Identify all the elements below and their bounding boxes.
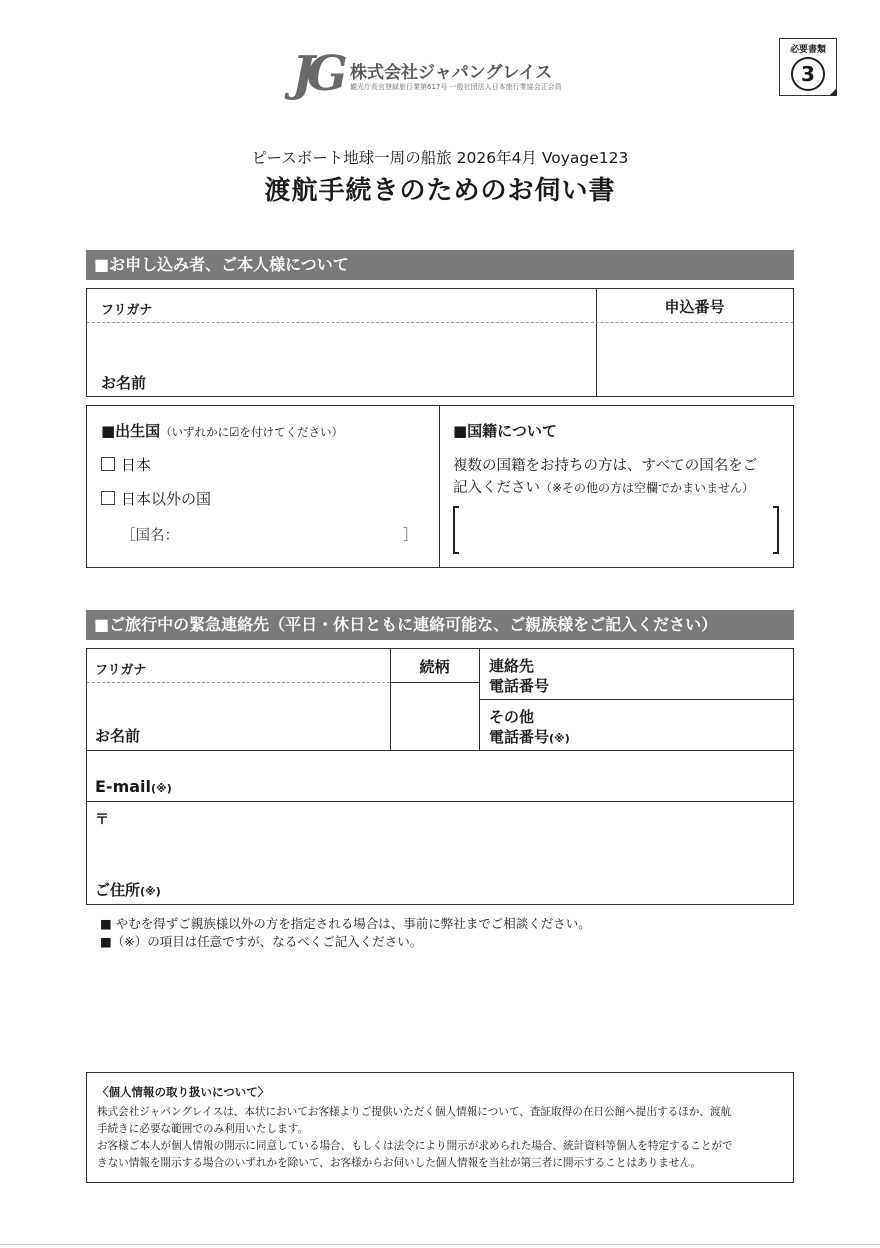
- birth-country-note: （いずれかに☑を付けてください）: [160, 425, 343, 439]
- nationality-note: （※その他の方は空欄でかまいません）: [540, 481, 755, 495]
- other-phone-label-1: その他: [489, 708, 535, 726]
- required-doc-label: 必要書類: [789, 45, 826, 55]
- privacy-line-3: お客様ご本人が個人情報の開示に同意している場合、もしくは法令により開示が求められた場合、統計資料等個人を特定することがで: [97, 1140, 733, 1152]
- country-name-close: ］: [403, 528, 418, 544]
- address-top-line: [87, 801, 793, 802]
- required-doc-number: 3: [791, 57, 825, 91]
- address-mark: (※): [140, 885, 161, 898]
- furigana-dash-line: [87, 322, 793, 323]
- voyage-subtitle: ピースボート地球一周の船旅 2026年4月 Voyage123: [251, 149, 629, 167]
- email-top-line: [87, 750, 793, 751]
- postal-mark: 〒: [95, 812, 109, 828]
- privacy-line-1: 株式会社ジャパングレイスは、本状においてお客様よりご提供いただく個人情報について、査証取得の在日公館へ提出するほか、渡航: [97, 1106, 732, 1118]
- birth-option-japan-label: 日本: [121, 456, 152, 474]
- other-phone-mark: (※): [549, 732, 570, 745]
- relation-label: 続柄: [419, 658, 450, 676]
- contact-furigana-input[interactable]: [167, 655, 387, 679]
- address-label-row: [95, 879, 161, 900]
- email-label: E-mail: [95, 777, 152, 796]
- postal-code-input[interactable]: [115, 807, 279, 831]
- birth-country-heading: [101, 420, 343, 441]
- nationality-text-2-row: [453, 476, 754, 497]
- phone-input[interactable]: [567, 659, 789, 691]
- badge-corner-icon: [829, 88, 837, 96]
- company-logo: [292, 48, 592, 106]
- japan-checkbox-icon[interactable]: [101, 457, 115, 471]
- app-number-label: 申込番号: [664, 298, 725, 316]
- email-input[interactable]: [197, 761, 781, 793]
- furigana-label: フリガナ: [101, 303, 153, 318]
- email-mark: (※): [151, 782, 172, 795]
- country-name-input[interactable]: [179, 520, 403, 546]
- left-bracket: [453, 506, 459, 554]
- other-phone-input[interactable]: [577, 709, 789, 741]
- phone-label-2: 電話番号: [489, 677, 550, 695]
- contact-name-label: お名前: [95, 727, 141, 745]
- page-bottom-line: [0, 1244, 880, 1245]
- applicant-name-box: [86, 288, 794, 397]
- name-label: お名前: [101, 374, 147, 392]
- logo-mark: JG: [292, 46, 340, 102]
- birth-nationality-box: [86, 405, 794, 568]
- note-2: ■（※）の項目は任意ですが、なるべくご記入ください。: [100, 934, 423, 949]
- country-name-label: ［国名：: [121, 528, 179, 544]
- phone-divider-line: [479, 699, 793, 700]
- other-phone-label-2: 電話番号: [489, 728, 550, 746]
- required-doc-badge: [779, 38, 837, 96]
- birth-column-divider: [439, 406, 440, 567]
- name-input[interactable]: [187, 339, 591, 381]
- contact-furigana-label: フリガナ: [95, 663, 147, 678]
- section1-heading: ■お申し込み者、ご本人様について: [86, 250, 794, 280]
- other-country-checkbox-icon[interactable]: [101, 491, 115, 505]
- privacy-box: [86, 1072, 794, 1183]
- address-input[interactable]: [187, 839, 781, 875]
- phone-label-1: 連絡先: [489, 657, 535, 675]
- section2-heading: ■ご旅行中の緊急連絡先（平日・休日ともに連絡可能な、ご親族様をご記入ください）: [86, 610, 794, 640]
- nationality-bracket-box: [453, 506, 779, 554]
- address-label: ご住所: [95, 881, 141, 899]
- birth-option-other[interactable]: [101, 488, 211, 509]
- privacy-line-2: 手続きに必要な範囲でのみ利用いたします。: [97, 1123, 309, 1135]
- furigana-input[interactable]: [187, 295, 591, 319]
- company-license: 観光庁長官登録旅行業第617号 一般社団法人日本旅行業協会正会員: [350, 83, 562, 91]
- right-bracket: [773, 506, 779, 554]
- birth-country-title: ■出生国: [101, 422, 161, 440]
- nationality-input[interactable]: [465, 518, 769, 544]
- page-title: 渡航手続きのためのお伺い書: [264, 176, 616, 206]
- company-name: 株式会社ジャパングレイス: [350, 63, 553, 83]
- birth-option-japan[interactable]: [101, 454, 151, 475]
- privacy-line-4: きない情報を開示する場合のいずれかを除いて、お客様からお伺いした個人情報を当社が第三者に開示することはありません。: [97, 1157, 702, 1169]
- nationality-heading: ■国籍について: [453, 422, 557, 440]
- email-label-row: [95, 777, 172, 796]
- contact-name-input[interactable]: [167, 691, 387, 727]
- note-1: ■ やむを得ずご親族様以外の方を指定される場合は、事前に弊社までご相談ください。: [100, 916, 591, 931]
- furigana2-dash-line: [87, 682, 390, 683]
- app-number-input[interactable]: [605, 333, 789, 375]
- nationality-text-1: 複数の国籍をお持ちの方は、すべての国名をご: [453, 458, 758, 474]
- privacy-heading: 〈個人情報の取り扱いについて〉: [97, 1085, 270, 1099]
- relation-input[interactable]: [395, 695, 479, 737]
- other-phone-label-row: [489, 726, 570, 747]
- emergency-contact-box: [86, 648, 794, 905]
- relation-header-line: [390, 682, 479, 683]
- birth-option-other-label: 日本以外の国: [121, 490, 212, 508]
- nationality-text-2: 記入ください: [453, 480, 540, 496]
